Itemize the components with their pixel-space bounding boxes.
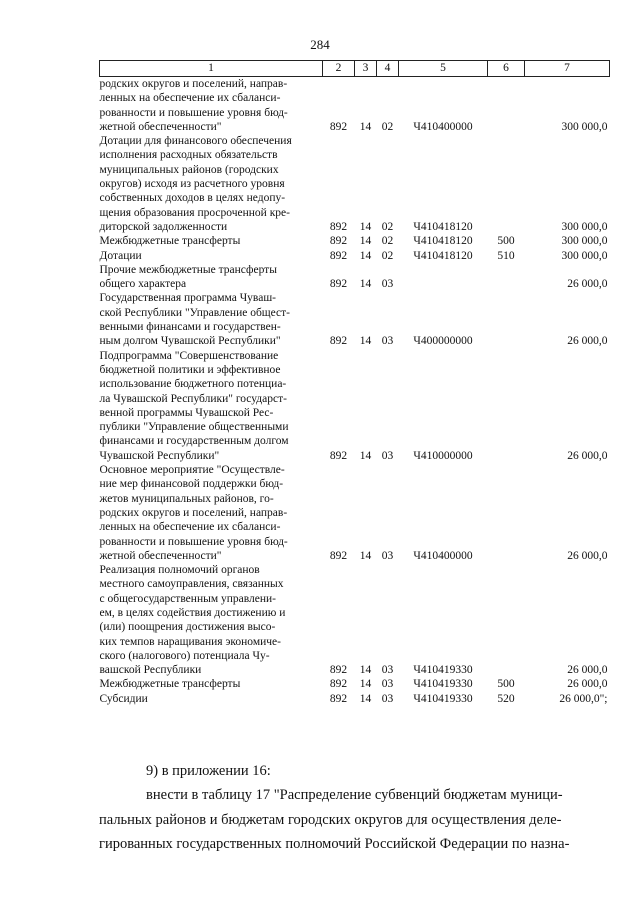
paragraph-line: гированных государственных полномочий Российской Федерации по назна- [99, 836, 570, 852]
subsection-code-cell: 02 [381, 220, 394, 233]
table-row [100, 249, 610, 263]
row-name-cell [100, 134, 323, 234]
row-name-line: ла Чувашской Республики" государст- [99, 392, 287, 405]
section-code-cell: 14 [359, 249, 372, 262]
row-name-line: исполнения расходных обязательств [99, 149, 278, 162]
row-name-line: ких темпов наращивания экономиче- [99, 635, 281, 648]
expense-type-cell [488, 263, 525, 292]
table-header-row [100, 61, 610, 77]
row-name-line: щения образования просроченной кре- [99, 206, 290, 219]
row-name-cell [100, 692, 323, 706]
row-name-line: ем, в целях содействия достижению и [99, 606, 286, 619]
amount-cell: 26 000,0"; [559, 692, 608, 705]
row-name-line: рованности и повышение уровня бюд- [99, 535, 288, 548]
expense-type-cell [488, 563, 525, 677]
paragraph-line: внести в таблицу 17 "Распределение субвенций бюджетам муници- [146, 787, 563, 803]
amount-cell: 300 000,0 [561, 120, 608, 133]
amount-cell: 26 000,0 [567, 664, 608, 677]
gr-code-cell: 892 [329, 449, 348, 462]
row-name-cell [100, 263, 323, 292]
section-code-cell: 14 [359, 664, 372, 677]
target-article-cell: Ч410418120 [413, 220, 473, 233]
section-code-cell: 14 [359, 549, 372, 562]
expense-type-cell [488, 77, 525, 135]
table-row [100, 677, 610, 691]
target-article-cell: Ч410000000 [413, 449, 473, 462]
row-name-line: Основное мероприятие "Осуществле- [99, 464, 285, 477]
row-name-cell [100, 677, 323, 691]
row-name-cell [100, 234, 323, 248]
row-name-line: Реализация полномочий органов [99, 564, 260, 577]
row-name-line: Субсидии [99, 692, 148, 705]
row-name-cell [100, 249, 323, 263]
gr-code-cell: 892 [329, 549, 348, 562]
column-header: 3 [355, 61, 377, 77]
expense-type-cell: 500 [497, 235, 515, 248]
row-name-line: ского (налогового) потенциала Чу- [99, 649, 270, 662]
table-row [100, 463, 610, 563]
row-name-line: Государственная программа Чуваш- [99, 292, 277, 305]
row-name-line: публики "Управление общественными [99, 421, 289, 434]
gr-code-cell: 892 [329, 335, 348, 348]
expense-type-cell: 510 [497, 249, 515, 262]
section-code-cell: 14 [359, 692, 372, 705]
gr-code-cell: 892 [329, 220, 348, 233]
item-heading: 9) в приложении 16: [146, 763, 271, 779]
row-name-line: ным долгом Чувашской Республики" [99, 335, 281, 348]
row-name-line: жетной обеспеченности" [99, 120, 222, 133]
gr-code-cell: 892 [329, 235, 348, 248]
table-row [100, 563, 610, 677]
page-number: 284 [310, 37, 330, 52]
section-code-cell: 14 [359, 449, 372, 462]
amount-cell: 26 000,0 [567, 335, 608, 348]
table-row [100, 291, 610, 348]
row-name-line: с общегосударственным управлени- [99, 592, 276, 605]
subsection-code-cell: 03 [381, 678, 394, 691]
section-code-cell: 14 [359, 220, 372, 233]
row-name-cell [100, 77, 323, 135]
expense-type-cell [488, 349, 525, 463]
row-name-line: общего характера [99, 278, 187, 291]
gr-code-cell: 892 [329, 120, 348, 133]
section-code-cell: 14 [359, 335, 372, 348]
expense-type-cell [488, 291, 525, 348]
target-article-cell [399, 263, 488, 292]
section-code-cell: 14 [359, 120, 372, 133]
row-name-line: Межбюджетные трансферты [99, 235, 241, 248]
subsection-code-cell: 03 [381, 664, 394, 677]
row-name-line: финансами и государственным долгом [99, 435, 289, 448]
amount-cell: 300 000,0 [561, 235, 608, 248]
column-header: 1 [100, 61, 323, 77]
row-name-line: местного самоуправления, связанных [99, 578, 284, 591]
row-name-line: жетов муниципальных районов, го- [99, 492, 274, 505]
row-name-line: вашской Республики [99, 664, 202, 677]
amount-cell: 300 000,0 [561, 249, 608, 262]
row-name-line: (или) поощрения достижения высо- [99, 621, 276, 634]
table-row [100, 77, 610, 135]
amount-cell: 26 000,0 [567, 678, 608, 691]
row-name-line: муниципальных районов (городских [99, 163, 279, 176]
table-row [100, 692, 610, 706]
row-name-line: родских округов и поселений, направ- [99, 78, 288, 90]
amendment-paragraph [99, 783, 611, 857]
gr-code-cell: 892 [329, 692, 348, 705]
paragraph-line: пальных районов и бюджетам городских округов для осуществления деле- [99, 811, 562, 828]
subsection-code-cell: 03 [381, 278, 394, 291]
table-row [100, 349, 610, 463]
gr-code-cell: 892 [329, 278, 348, 291]
subsection-code-cell: 02 [381, 235, 394, 248]
target-article-cell: Ч410419330 [413, 692, 473, 705]
row-name-line: Дотации [99, 249, 142, 262]
target-article-cell: Ч410418120 [413, 249, 473, 262]
column-header: 7 [525, 61, 610, 77]
amount-cell: 26 000,0 [567, 449, 608, 462]
row-name-line: бюджетной политики и эффективное [99, 363, 281, 376]
target-article-cell: Ч410419330 [413, 664, 473, 677]
row-name-line: венной программы Чувашской Рес- [99, 406, 274, 419]
target-article-cell: Ч410400000 [413, 549, 473, 562]
expense-type-cell: 520 [497, 692, 515, 705]
table-body [100, 77, 610, 707]
row-name-line: венными финансами и государствен- [99, 321, 281, 334]
amount-cell: 300 000,0 [561, 220, 608, 233]
subsection-code-cell: 03 [381, 449, 394, 462]
row-name-line: ской Республики "Управление общест- [99, 306, 291, 319]
section-code-cell: 14 [359, 278, 372, 291]
row-name-line: ние мер финансовой поддержки бюд- [99, 478, 284, 491]
row-name-line: Подпрограмма "Совершенствование [99, 349, 279, 362]
expense-type-cell [488, 134, 525, 234]
subsection-code-cell: 03 [381, 335, 394, 348]
row-name-line: использование бюджетного потенциа- [99, 378, 287, 391]
column-header: 5 [399, 61, 488, 77]
row-name-line: родских округов и поселений, направ- [99, 506, 288, 519]
subsection-code-cell: 02 [381, 120, 394, 133]
table-row [100, 134, 610, 234]
column-header: 4 [377, 61, 399, 77]
row-name-line: рованности и повышение уровня бюд- [99, 106, 288, 119]
subsection-code-cell: 02 [381, 249, 394, 262]
column-header: 6 [488, 61, 525, 77]
row-name-line: ленных на обеспечение их сбаланси- [99, 92, 281, 105]
row-name-line: жетной обеспеченности" [99, 549, 222, 562]
section-code-cell: 14 [359, 235, 372, 248]
expense-type-cell [488, 463, 525, 563]
row-name-line: собственных доходов в целях недопу- [99, 192, 286, 205]
gr-code-cell: 892 [329, 664, 348, 677]
column-header: 2 [323, 61, 355, 77]
gr-code-cell: 892 [329, 249, 348, 262]
expense-type-cell: 500 [497, 678, 515, 691]
table-row [100, 234, 610, 248]
target-article-cell: Ч400000000 [413, 335, 473, 348]
row-name-line: Дотации для финансового обеспечения [99, 135, 292, 148]
target-article-cell: Ч410419330 [413, 678, 473, 691]
row-name-cell [100, 291, 323, 348]
amount-cell: 26 000,0 [567, 278, 608, 291]
row-name-cell [100, 349, 323, 463]
gr-code-cell: 892 [329, 678, 348, 691]
row-name-line: Чувашской Республики" [99, 449, 220, 462]
row-name-line: округов) исходя из расчетного уровня [99, 178, 285, 191]
row-name-cell [100, 563, 323, 677]
subsection-code-cell: 03 [381, 549, 394, 562]
subsection-code-cell: 03 [381, 692, 394, 705]
target-article-cell: Ч410400000 [413, 120, 473, 133]
section-code-cell: 14 [359, 678, 372, 691]
row-name-cell [100, 463, 323, 563]
table-row [100, 263, 610, 292]
row-name-line: Прочие межбюджетные трансферты [99, 263, 277, 276]
amount-cell: 26 000,0 [567, 549, 608, 562]
row-name-line: ленных на обеспечение их сбаланси- [99, 521, 281, 534]
row-name-line: диторской задолженности [99, 220, 228, 233]
target-article-cell: Ч410418120 [413, 235, 473, 248]
budget-allocation-table [99, 60, 610, 706]
row-name-line: Межбюджетные трансферты [99, 678, 241, 691]
